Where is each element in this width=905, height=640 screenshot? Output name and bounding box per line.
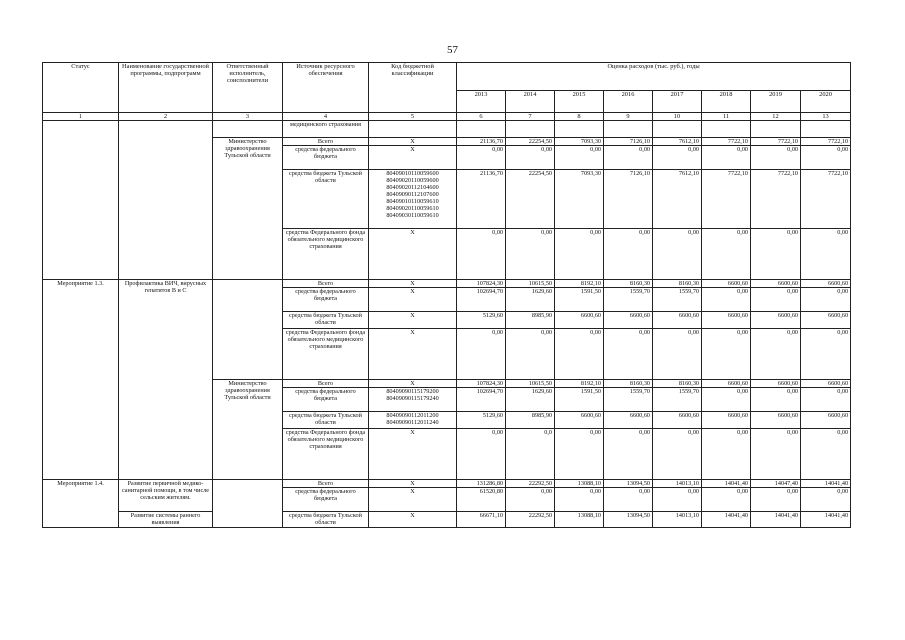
value-cell: 0,00 <box>751 388 801 412</box>
value-cell: 0,00 <box>506 329 555 380</box>
value-cell: 6600,60 <box>751 280 801 288</box>
value-cell: 6600,60 <box>801 280 851 288</box>
status-cell: Мероприятие 1.4. <box>43 480 119 528</box>
value-cell: 7722,10 <box>702 138 751 146</box>
value-cell: 5129,60 <box>457 412 506 429</box>
source-cell: Всего <box>283 380 369 388</box>
value-cell: 6600,60 <box>702 312 751 329</box>
value-cell: 0,00 <box>653 488 702 512</box>
value-cell: 0,00 <box>801 388 851 412</box>
value-cell: 0,00 <box>751 488 801 512</box>
source-cell: средства бюджета Тульской области <box>283 412 369 429</box>
value-cell: 66671,10 <box>457 512 506 528</box>
header-year: 2013 <box>457 91 506 113</box>
value-cell: 1559,70 <box>604 288 653 312</box>
value-cell: 14041,40 <box>702 480 751 488</box>
value-cell: 7612,10 <box>653 138 702 146</box>
column-number: 5 <box>369 113 457 121</box>
value-cell: 1629,60 <box>506 388 555 412</box>
value-cell: 0,00 <box>702 488 751 512</box>
value-cell: 14013,10 <box>653 480 702 488</box>
value-cell: 6600,60 <box>555 312 604 329</box>
value-cell: 0,00 <box>555 488 604 512</box>
source-cell: средства Федерального фонда обязательного медицинского страхования <box>283 429 369 480</box>
value-cell: 6600,60 <box>801 312 851 329</box>
value-cell: 107824,30 <box>457 380 506 388</box>
source-cell: медицинского страхования <box>283 121 369 138</box>
value-cell: 7093,30 <box>555 138 604 146</box>
value-cell: 7722,10 <box>751 138 801 146</box>
responsible-cell <box>213 280 283 380</box>
header-source: Источник ресурсного обеспечения <box>283 63 369 113</box>
value-cell: 8160,30 <box>604 280 653 288</box>
name-cell: Профилактика ВИЧ, вирусных гепатитов В и С <box>119 280 213 480</box>
value-cell: 61520,80 <box>457 488 506 512</box>
value-cell: 0,00 <box>506 488 555 512</box>
code-cell: 80409010110059600 80409020110059600 80409020112104600 80409090112107600 80409010110059610 80409020110059610 80409030110059610 <box>369 170 457 229</box>
value-cell: 14047,40 <box>751 480 801 488</box>
value-cell: 6600,60 <box>653 312 702 329</box>
value-cell: 14041,40 <box>801 512 851 528</box>
responsible-cell <box>213 121 283 138</box>
value-cell: 1559,70 <box>604 388 653 412</box>
header-year: 2020 <box>801 91 851 113</box>
column-number: 2 <box>119 113 213 121</box>
value-cell: 0,00 <box>457 229 506 280</box>
value-cell: 22254,50 <box>506 170 555 229</box>
value-cell: 1559,70 <box>653 288 702 312</box>
value-cell: 0,00 <box>653 146 702 170</box>
value-cell: 0,00 <box>751 429 801 480</box>
code-cell: Х <box>369 512 457 528</box>
code-cell: Х <box>369 280 457 288</box>
value-cell: 0,00 <box>555 146 604 170</box>
value-cell: 0,00 <box>604 229 653 280</box>
value-cell: 0,00 <box>555 329 604 380</box>
value-cell: 7722,10 <box>801 138 851 146</box>
value-cell: 13088,10 <box>555 480 604 488</box>
value-cell: 6600,60 <box>604 312 653 329</box>
column-number: 8 <box>555 113 604 121</box>
value-cell: 6600,60 <box>751 380 801 388</box>
value-cell: 8160,30 <box>604 380 653 388</box>
value-cell: 0,00 <box>751 329 801 380</box>
status-cell: Мероприятие 1.3. <box>43 280 119 480</box>
value-cell: 0,00 <box>801 429 851 480</box>
name-cell <box>119 121 213 280</box>
column-number: 11 <box>702 113 751 121</box>
value-cell: 1629,60 <box>506 288 555 312</box>
source-cell: средства федерального бюджета <box>283 146 369 170</box>
code-cell: Х <box>369 429 457 480</box>
value-cell: 131286,80 <box>457 480 506 488</box>
header-year: 2016 <box>604 91 653 113</box>
value-cell: 13094,50 <box>604 512 653 528</box>
value-cell: 8160,30 <box>653 380 702 388</box>
value-cell: 22292,50 <box>506 480 555 488</box>
value-cell: 0,00 <box>653 429 702 480</box>
column-number: 4 <box>283 113 369 121</box>
source-cell: средства бюджета Тульской области <box>283 170 369 229</box>
value-cell: 6600,60 <box>751 412 801 429</box>
code-cell <box>369 121 457 138</box>
value-cell: 0,00 <box>702 329 751 380</box>
value-cell: 8160,30 <box>653 280 702 288</box>
value-cell: 21136,70 <box>457 170 506 229</box>
value-cell: 0,00 <box>751 146 801 170</box>
status-cell <box>43 121 119 280</box>
value-cell: 6600,60 <box>801 412 851 429</box>
header-responsible: Ответственный исполнитель, соисполнители <box>213 63 283 113</box>
source-cell: средства Федерального фонда обязательного медицинского страхования <box>283 229 369 280</box>
value-cell: 14041,40 <box>751 512 801 528</box>
value-cell: 13088,10 <box>555 512 604 528</box>
code-cell: 80409090112011200 80409090112011240 <box>369 412 457 429</box>
value-cell: 0,00 <box>801 329 851 380</box>
value-cell: 0,00 <box>457 329 506 380</box>
value-cell: 0,00 <box>702 288 751 312</box>
value-cell: 0,00 <box>506 146 555 170</box>
code-cell: Х <box>369 488 457 512</box>
value-cell: 6600,60 <box>702 280 751 288</box>
value-cell: 22254,50 <box>506 138 555 146</box>
value-cell: 0,00 <box>801 229 851 280</box>
header-year: 2019 <box>751 91 801 113</box>
header-status: Статус <box>43 63 119 113</box>
value-cell: 0,00 <box>702 429 751 480</box>
value-cell: 21136,70 <box>457 138 506 146</box>
code-cell: Х <box>369 138 457 146</box>
value-cell: 0,00 <box>702 229 751 280</box>
value-cell: 14041,40 <box>702 512 751 528</box>
source-cell: Всего <box>283 480 369 488</box>
value-cell: 6600,60 <box>653 412 702 429</box>
column-number: 6 <box>457 113 506 121</box>
value-cell: 1559,70 <box>653 388 702 412</box>
value-cell: 0,00 <box>702 388 751 412</box>
value-cell: 0,00 <box>604 429 653 480</box>
value-cell: 7722,10 <box>702 170 751 229</box>
code-cell: Х <box>369 480 457 488</box>
column-number: 13 <box>801 113 851 121</box>
code-cell: 80409090115179200 80409090115179240 <box>369 388 457 412</box>
responsible-cell: Министерство здравоохранения Тульской области <box>213 138 283 280</box>
responsible-cell: Министерство здравоохранения Тульской области <box>213 380 283 480</box>
value-cell: 0,00 <box>702 146 751 170</box>
value-cell: 1591,50 <box>555 288 604 312</box>
source-cell: средства федерального бюджета <box>283 488 369 512</box>
value-cell: 0,00 <box>457 429 506 480</box>
value-cell: 7093,30 <box>555 170 604 229</box>
column-number: 12 <box>751 113 801 121</box>
code-cell: Х <box>369 329 457 380</box>
value-cell: 6600,60 <box>801 380 851 388</box>
value-cell: 14041,40 <box>801 480 851 488</box>
value-cell: 1591,50 <box>555 388 604 412</box>
value-cell: 0,00 <box>801 146 851 170</box>
source-cell: средства бюджета Тульской области <box>283 312 369 329</box>
column-number: 3 <box>213 113 283 121</box>
value-cell: 14013,10 <box>653 512 702 528</box>
column-number: 1 <box>43 113 119 121</box>
value-cell: 102694,70 <box>457 288 506 312</box>
code-cell: Х <box>369 146 457 170</box>
code-cell: Х <box>369 288 457 312</box>
value-cell: 6600,60 <box>702 380 751 388</box>
value-cell: 6600,60 <box>751 312 801 329</box>
value-cell: 102694,70 <box>457 388 506 412</box>
source-cell: Всего <box>283 280 369 288</box>
value-cell: 0,00 <box>801 488 851 512</box>
value-cell: 0,00 <box>604 488 653 512</box>
value-cell: 0,00 <box>604 329 653 380</box>
value-cell: 0,00 <box>604 146 653 170</box>
header-year: 2015 <box>555 91 604 113</box>
header-year: 2014 <box>506 91 555 113</box>
name-cell: Развитие первичной медико-санитарной помощи, в том числе сельским жителям. <box>119 480 213 512</box>
header-year: 2018 <box>702 91 751 113</box>
header-name: Наименование государственной программы, подпрограмм <box>119 63 213 113</box>
code-cell: Х <box>369 229 457 280</box>
budget-table <box>42 62 851 528</box>
column-number: 7 <box>506 113 555 121</box>
value-cell: 5129,60 <box>457 312 506 329</box>
column-number: 9 <box>604 113 653 121</box>
value-cell: 7722,10 <box>801 170 851 229</box>
value-cell: 0,0 <box>506 429 555 480</box>
value-cell: 8192,10 <box>555 380 604 388</box>
value-cell: 0,00 <box>555 229 604 280</box>
value-cell: 0,00 <box>457 146 506 170</box>
value-cell: 13094,50 <box>604 480 653 488</box>
source-cell: средства бюджета Тульской области <box>283 512 369 528</box>
value-cell: 107824,30 <box>457 280 506 288</box>
value-cell: 6600,60 <box>604 412 653 429</box>
value-cell: 8985,90 <box>506 412 555 429</box>
value-cell: 7126,10 <box>604 138 653 146</box>
value-cell: 8985,90 <box>506 312 555 329</box>
source-cell: средства федерального бюджета <box>283 388 369 412</box>
column-number: 10 <box>653 113 702 121</box>
value-cell: 7612,10 <box>653 170 702 229</box>
value-cell: 7722,10 <box>751 170 801 229</box>
value-cell: 0,00 <box>653 229 702 280</box>
code-cell: Х <box>369 312 457 329</box>
value-cell: 0,00 <box>653 329 702 380</box>
value-cell: 0,00 <box>751 229 801 280</box>
source-cell: средства Федерального фонда обязательного медицинского страхования <box>283 329 369 380</box>
value-cell: 8192,10 <box>555 280 604 288</box>
value-cell: 6600,60 <box>555 412 604 429</box>
value-cell: 0,00 <box>555 429 604 480</box>
value-cell: 7126,10 <box>604 170 653 229</box>
source-cell: Всего <box>283 138 369 146</box>
value-cell: 6600,60 <box>702 412 751 429</box>
value-cell: 22292,50 <box>506 512 555 528</box>
value-cell: 10615,50 <box>506 380 555 388</box>
code-cell: Х <box>369 380 457 388</box>
header-code: Код бюджетной классификации <box>369 63 457 113</box>
page-number: 57 <box>447 44 458 56</box>
responsible-cell <box>213 480 283 528</box>
name-cell: Развитие системы раннего выявления <box>119 512 213 528</box>
source-cell: средства федерального бюджета <box>283 288 369 312</box>
value-cell: 0,00 <box>801 288 851 312</box>
value-cell: 0,00 <box>751 288 801 312</box>
value-cell: 0,00 <box>506 229 555 280</box>
header-year: 2017 <box>653 91 702 113</box>
header-estimate: Оценка расходов (тыс. руб.), годы <box>457 63 851 91</box>
value-cell: 10615,50 <box>506 280 555 288</box>
